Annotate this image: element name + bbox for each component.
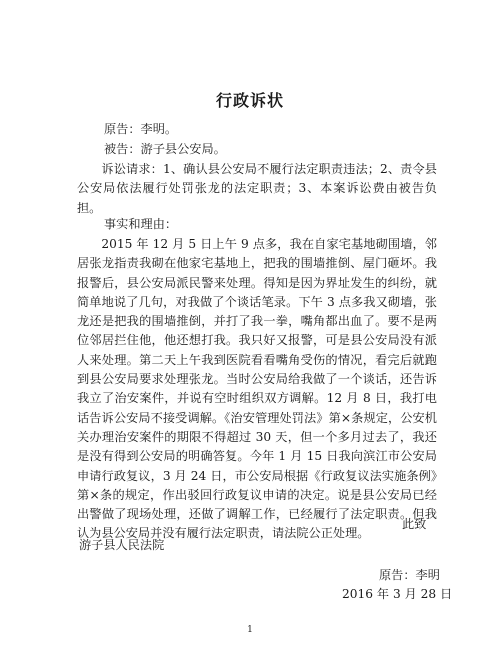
signature-line: 原告：李明 xyxy=(379,568,440,582)
facts-heading: 事实和理由： xyxy=(104,217,178,231)
court-name: 游子县人民法院 xyxy=(79,538,165,552)
plaintiff-line: 原告：李明。 xyxy=(104,122,178,136)
defendant-line: 被告：游子县公安局。 xyxy=(104,142,226,156)
document-title: 行政诉状 xyxy=(215,91,284,110)
page-number: 1 xyxy=(247,625,253,635)
claims-paragraph: 诉讼请求：1、确认县公安局不履行法定职责违法；2、责令县公安局依法履行处罚张龙的法定职责；3、本案诉讼费由被告负担。 xyxy=(77,162,437,215)
closing-salutation: 此致 xyxy=(402,517,427,531)
date-line: 2016 年 3 月 28 日 xyxy=(342,587,453,601)
facts-paragraph: 2015 年 12 月 5 日上午 9 点多，我在自家宅基地砌围墙，邻居张龙指责我砌在他家宅基地上，把我的围墙推倒、屋门砸坏。我报警后，县公安局派民警来处理。得知是因为界址发生的纠纷，就简单地说了几句，对我做了个谈话笔录。下午 3 点多我又砌墙，张龙还是把我的围墙推倒，并打了我一拳，嘴角都出血了。要不是两位邻居拦住他，他还想打我。我只好又报警，可是县公安局没有派人来处理。第二天上午我到医院看看嘴角受伤的情况，看完后就跑到县公安局要求处理张龙。当时公安局给我做了一个谈话，还告诉我立了治安案件，并说有空时组织双方调解。12 月 8 日，我打电话告诉公安局不接受调解。《治安管理处罚法》第×条规定，公安机关办理治安案件的期限不得超过 30 天，但一个多月过去了，我还是没有得到公安局的明确答复。今年 1 月 15 日我向滨江市公安局申请行政复议，3 月 24 日，市公安局根据《行政复议法实施条例》第×条的规定，作出驳回行政复议申请的决定。说是县公安局已经出警做了现场处理，还做了调解工作，已经履行了法定职责。但我认为县公安局并没有履行法定职责，请法院公正处理。 xyxy=(77,237,437,541)
